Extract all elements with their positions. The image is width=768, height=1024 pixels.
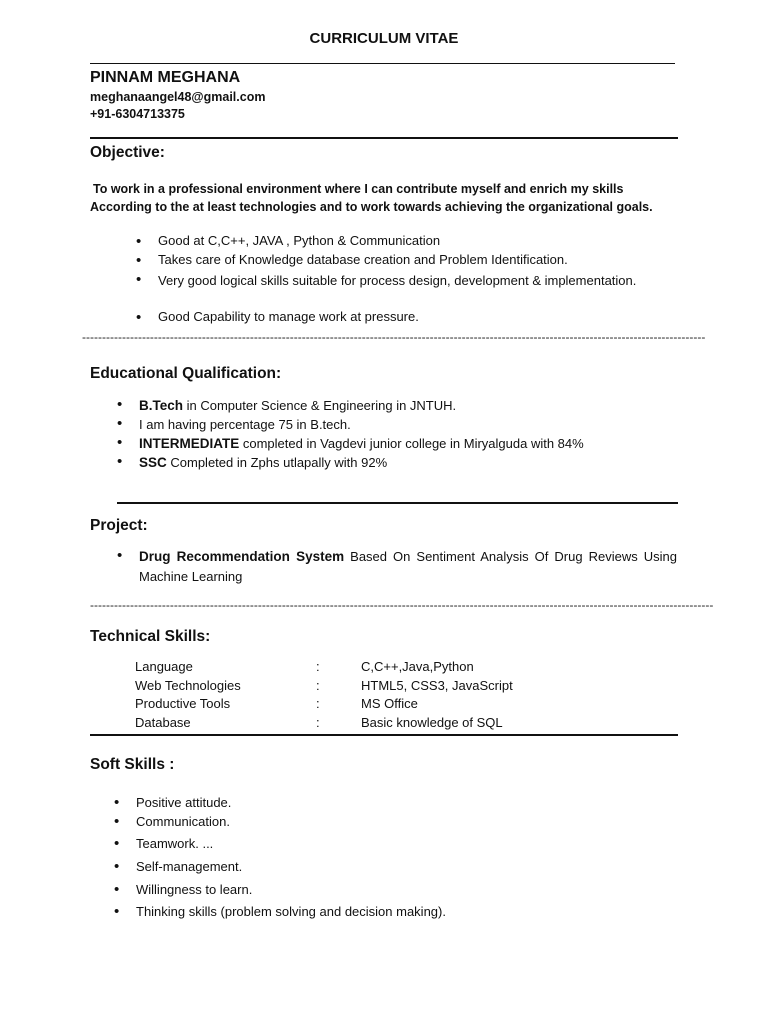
degree-text: I am having percentage 75 in B.tech. <box>139 417 351 432</box>
objective-points <box>158 233 661 328</box>
skill-label: Web Technologies <box>135 677 241 693</box>
soft-skill-text: Self-management. <box>136 859 243 874</box>
degree-label: SSC <box>139 455 167 470</box>
table-row <box>135 678 513 697</box>
document-title: CURRICULUM VITAE <box>309 30 459 47</box>
table-row <box>135 696 513 715</box>
table-row <box>135 659 513 678</box>
degree-text: in Computer Science & Engineering in JNTUH. <box>183 398 457 413</box>
skill-label: Productive Tools <box>135 696 231 711</box>
skill-separator: : <box>316 696 320 711</box>
list-item <box>136 794 656 813</box>
education-list <box>139 396 679 472</box>
list-item <box>136 813 656 835</box>
list-item <box>158 271 661 309</box>
list-item <box>136 835 656 858</box>
list-item <box>158 233 661 252</box>
phone: +91-6304713375 <box>90 107 185 121</box>
list-item <box>158 252 661 271</box>
contact-rule <box>90 137 678 139</box>
skill-label: Language <box>135 659 193 674</box>
list-item <box>158 309 661 328</box>
skill-separator: : <box>316 659 320 674</box>
candidate-name: PINNAM MEGHANA <box>90 69 241 86</box>
table-row <box>135 715 513 734</box>
soft-skill-text: Thinking skills (problem solving and decision making). <box>136 904 446 919</box>
dashed-divider: ------------------------------------------------------------------------------------------------------------------------------------------------------------ <box>90 598 714 612</box>
soft-skill-text: Teamwork. ... <box>136 836 214 851</box>
point-text: Takes care of Knowledge database creation and Problem Identification. <box>158 252 568 267</box>
list-item <box>139 396 679 415</box>
skill-value: Basic knowledge of SQL <box>361 714 503 730</box>
skill-value: MS Office <box>361 696 418 711</box>
list-item <box>136 903 656 925</box>
dashed-divider: ------------------------------------------------------------------------------------------------------------------------------------------------------------ <box>82 330 706 344</box>
list-item <box>139 453 679 472</box>
point-text: Very good logical skills suitable for process design, development & implementation. <box>158 273 637 288</box>
list-item <box>139 415 679 434</box>
project-description: Based On Sentiment Analysis Of Drug Reviews Using Machine Learning <box>139 549 677 584</box>
project-list <box>139 547 677 587</box>
list-item <box>136 881 656 903</box>
soft-skill-text: Positive attitude. <box>136 795 232 810</box>
technical-skills-table <box>135 659 513 733</box>
skill-value: C,C++,Java,Python <box>361 659 474 674</box>
project-title: Drug Recommendation System <box>139 549 345 564</box>
skill-label: Database <box>135 714 191 730</box>
objective-line-1: To work in a professional environment where I can contribute myself and enrich my skills <box>93 182 624 196</box>
degree-label: INTERMEDIATE <box>139 436 240 451</box>
education-rule <box>117 502 678 504</box>
skill-separator: : <box>316 677 320 693</box>
technical-heading: Technical Skills: <box>90 628 211 645</box>
objective-heading: Objective: <box>90 144 165 161</box>
email: meghanaangel48@gmail.com <box>90 90 266 104</box>
soft-skills-heading: Soft Skills : <box>90 756 175 773</box>
list-item <box>139 434 679 453</box>
soft-skills-list <box>136 794 656 925</box>
degree-text: completed in Vagdevi junior college in Miryalguda with 84% <box>239 436 584 451</box>
soft-skill-text: Willingness to learn. <box>136 882 253 897</box>
list-item <box>139 547 677 587</box>
degree-text: Completed in Zphs utlapally with 92% <box>166 455 388 470</box>
point-text: Good Capability to manage work at pressure. <box>158 309 419 324</box>
point-text: Good at C,C++, JAVA , Python & Communication <box>158 233 441 248</box>
header-rule <box>90 63 675 64</box>
skill-separator: : <box>316 714 320 730</box>
degree-label: B.Tech <box>139 398 184 413</box>
project-heading: Project: <box>90 517 148 534</box>
list-item <box>136 858 656 881</box>
education-heading: Educational Qualification: <box>90 365 282 382</box>
objective-line-2: According to the at least technologies and to work towards achieving the organizational goals. <box>90 200 653 214</box>
soft-skill-text: Communication. <box>136 814 230 829</box>
technical-rule <box>90 734 678 736</box>
skill-value: HTML5, CSS3, JavaScript <box>361 677 513 693</box>
